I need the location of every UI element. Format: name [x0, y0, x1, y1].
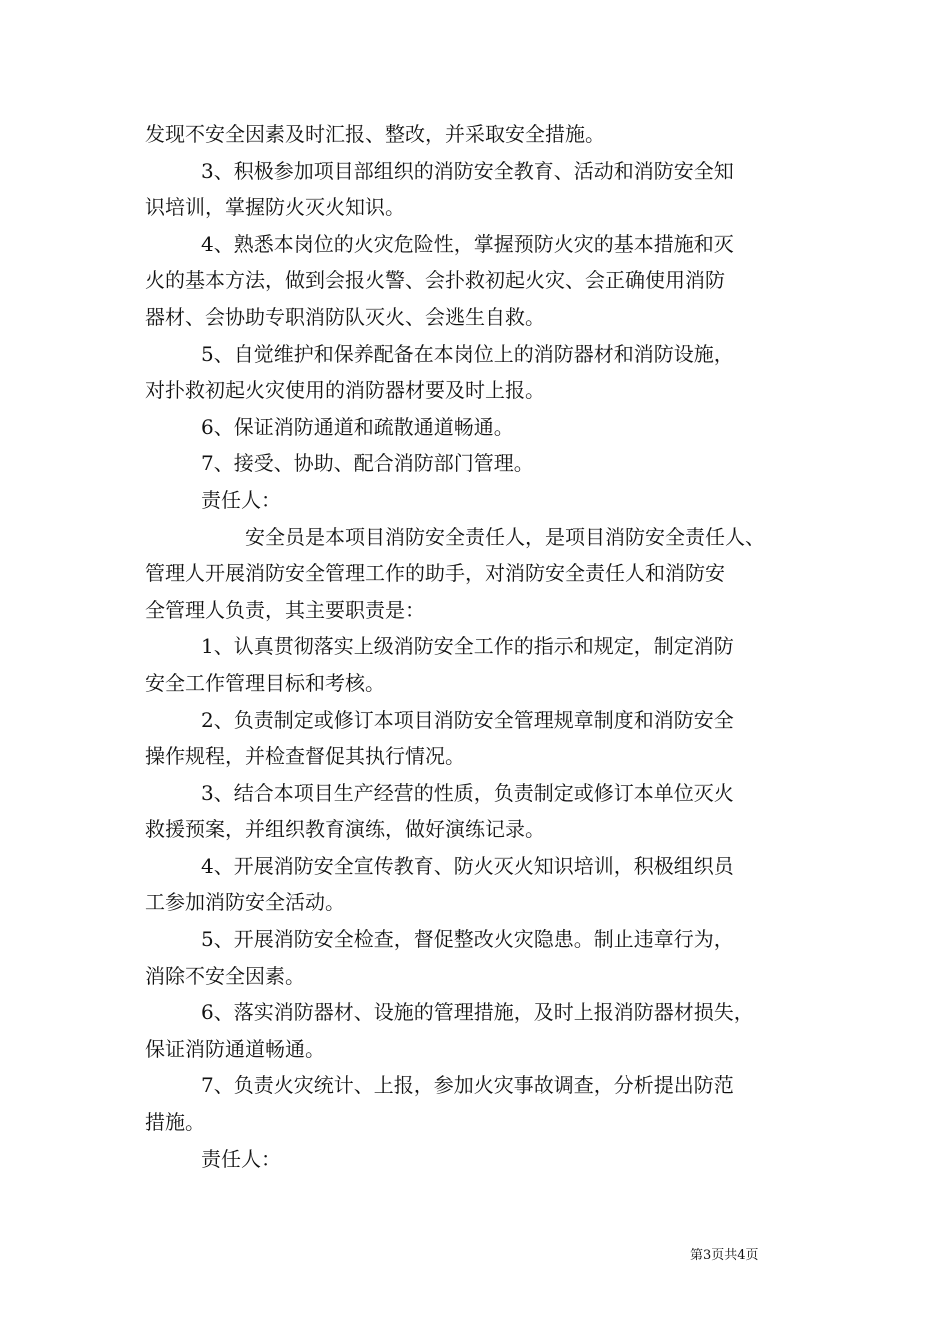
- text-line: 6、保证消防通道和疏散通道畅通。: [201, 414, 514, 439]
- text-line: 1、认真贯彻落实上级消防安全工作的指示和规定，制定消防: [201, 634, 734, 659]
- text-line: 措施。: [145, 1110, 205, 1135]
- text-line: 4、熟悉本岗位的火灾危险性，掌握预防火灾的基本措施和灭: [201, 231, 734, 256]
- text-line: 全管理人负责，其主要职责是：: [145, 597, 425, 622]
- page-number: 第3页共4页: [690, 1248, 759, 1263]
- text-line: 火的基本方法，做到会报火警、会扑救初起火灾、会正确使用消防: [145, 268, 725, 293]
- text-line: 3、积极参加项目部组织的消防安全教育、活动和消防安全知: [201, 158, 734, 183]
- document-body: [145, 116, 815, 1177]
- text-line: 3、结合本项目生产经营的性质，负责制定或修订本单位灭火: [201, 780, 734, 805]
- text-line: 5、自觉维护和保养配备在本岗位上的消防器材和消防设施，: [201, 341, 734, 366]
- responsible-person-label: 责任人：: [201, 1146, 281, 1171]
- text-line: 安全工作管理目标和考核。: [145, 670, 385, 695]
- text-line: 对扑救初起火灾使用的消防器材要及时上报。: [145, 378, 545, 403]
- text-line: 管理人开展消防安全管理工作的助手，对消防安全责任人和消防安: [145, 561, 725, 586]
- text-line: 器材、会协助专职消防队灭火、会逃生自救。: [145, 304, 545, 329]
- text-line: 5、开展消防安全检查，督促整改火灾隐患。制止违章行为，: [201, 927, 734, 952]
- text-line: 救援预案，并组织教育演练，做好演练记录。: [145, 817, 545, 842]
- text-line: 发现不安全因素及时汇报、整改，并采取安全措施。: [145, 122, 605, 146]
- text-line: 识培训，掌握防火灭火知识。: [145, 195, 405, 220]
- text-line: 7、负责火灾统计、上报，参加火灾事故调查，分析提出防范: [201, 1073, 734, 1098]
- text-line: 安全员是本项目消防安全责任人，是项目消防安全责任人、: [245, 524, 765, 549]
- text-line: 保证消防通道畅通。: [145, 1036, 325, 1061]
- text-line: 7、接受、协助、配合消防部门管理。: [201, 451, 534, 476]
- text-line: 工参加消防安全活动。: [145, 890, 345, 915]
- text-line: 2、负责制定或修订本项目消防安全管理规章制度和消防安全: [201, 707, 734, 732]
- responsible-person-label: 责任人：: [201, 487, 281, 512]
- text-line: 4、开展消防安全宣传教育、防火灭火知识培训，积极组织员: [201, 853, 734, 878]
- text-line: 消除不安全因素。: [145, 963, 305, 988]
- text-line: 6、落实消防器材、设施的管理措施，及时上报消防器材损失，: [201, 1000, 754, 1025]
- text-line: 操作规程，并检查督促其执行情况。: [145, 744, 465, 769]
